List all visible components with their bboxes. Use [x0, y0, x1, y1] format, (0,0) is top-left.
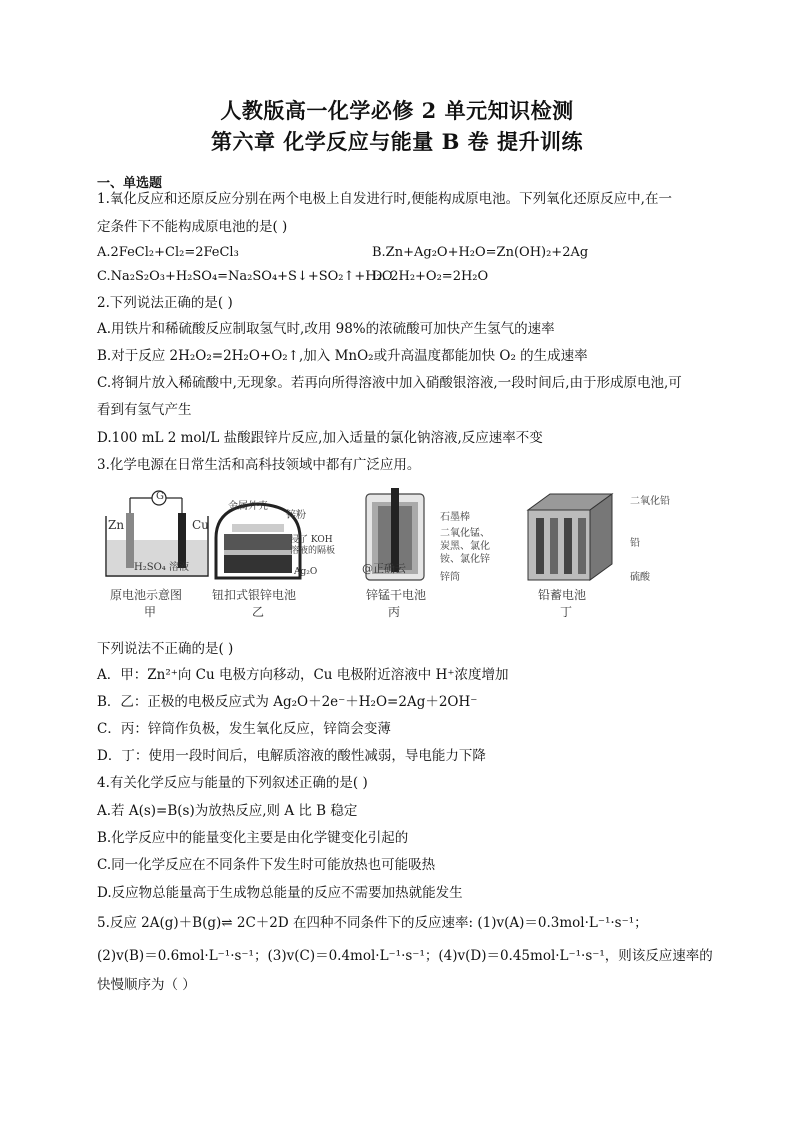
q3-option-b: B．乙：正极的电极反应式为 Ag₂O＋2e⁻＋H₂O=2Ag＋2OH⁻ [97, 694, 478, 710]
q4-option-c: C.同一化学反应在不同条件下发生时可能放热也可能吸热 [97, 857, 436, 873]
q4-option-d: D.反应物总能量高于生成物总能量的反应不需要加热就能发生 [97, 885, 463, 901]
figure-jia [100, 488, 220, 618]
galvanic-cell-diagram [100, 488, 220, 588]
q1-option-d: D. 2H₂+O₂=2H₂O [372, 269, 489, 284]
battery-figures [100, 488, 700, 628]
paste-label-3: 铵、氯化锌 [440, 554, 490, 565]
galvanometer-label: G [156, 491, 164, 502]
watermark: @正确云 [362, 562, 406, 575]
sulfuric-acid-label: 硫酸 [630, 572, 650, 583]
figure-bing-letter: 丙 [388, 605, 401, 619]
document-subtitle: 第六章 化学反应与能量 B 卷 提升训练 [211, 129, 583, 154]
q3-option-a: A．甲：Zn²⁺向 Cu 电极方向移动，Cu 电极附近溶液中 H⁺浓度增加 [97, 667, 509, 683]
q3-stem: 3.化学电源在日常生活和高科技领域中都有广泛应用。 [97, 457, 421, 473]
paste-label-2: 炭黑、氯化 [440, 541, 490, 552]
q2-option-c-line1: C.将铜片放入稀硫酸中,无现象。若再向所得溶液中加入硝酸银溶液,一段时间后,由于形成原电池,可 [97, 375, 682, 391]
section-heading: 一、单选题 [97, 176, 163, 191]
figure-ding [520, 488, 690, 618]
q1-option-b: B.Zn+Ag₂O+H₂O=Zn(OH)₂+2Ag [372, 245, 589, 260]
ag2o-label: Ag₂O [294, 567, 318, 577]
cu-electrode-label: Cu [192, 518, 209, 532]
figure-bing-caption: 锌锰干电池 [366, 588, 427, 602]
lead-acid-battery-diagram [520, 488, 620, 588]
separator-label-2: 溶液的隔板 [290, 546, 336, 556]
document-title: 人教版高一化学必修 2 单元知识检测 [220, 98, 574, 123]
pbo2-label: 二氧化铅 [630, 496, 670, 507]
q2-option-a: A.用铁片和稀硫酸反应制取氢气时,改用 98%的浓硫酸可加快产生氢气的速率 [97, 321, 555, 337]
figure-jia-letter: 甲 [144, 605, 157, 619]
figure-yi-caption: 钮扣式银锌电池 [212, 588, 297, 602]
separator-label-1: 浸了 KOH [290, 535, 333, 545]
q4-stem: 4.有关化学反应与能量的下列叙述正确的是( ) [97, 775, 368, 791]
zn-electrode-label: Zn [108, 518, 125, 532]
q2-stem: 2.下列说法正确的是( ) [97, 295, 233, 311]
figure-bing [360, 488, 500, 618]
lead-label: 铅 [630, 538, 640, 549]
metal-shell-label: 金属外壳 [228, 501, 268, 512]
q3-question: 下列说法不正确的是( ) [97, 641, 234, 657]
q3-option-d: D．丁：使用一段时间后，电解质溶液的酸性减弱，导电能力下降 [97, 748, 486, 764]
figure-yi [208, 488, 338, 618]
q5-line3: 快慢顺序为（ ） [97, 977, 196, 993]
figure-ding-caption: 铅蓄电池 [538, 588, 587, 602]
q1-stem-line2: 定条件下不能构成原电池的是( ) [97, 219, 288, 235]
q1-option-a: A.2FeCl₂+Cl₂=2FeCl₃ [97, 245, 239, 260]
electrolyte-label: H₂SO₄ 溶液 [134, 562, 189, 573]
figure-yi-letter: 乙 [252, 605, 265, 619]
q4-option-a: A.若 A(s)=B(s)为放热反应,则 A 比 B 稳定 [97, 803, 358, 819]
q2-option-c-line2: 看到有氢气产生 [97, 402, 192, 418]
graphite-rod-label: 石墨棒 [440, 512, 470, 523]
q1-stem-line1: 1.氧化反应和还原反应分别在两个电极上自发进行时,便能构成原电池。下列氧化还原反应中,在一 [97, 191, 672, 207]
q4-option-b: B.化学反应中的能量变化主要是由化学键变化引起的 [97, 830, 409, 846]
q5-line1: 5.反应 2A(g)＋B(g)⇌ 2C＋2D 在四种不同条件下的反应速率: (1)v(A)＝0.3mol·L⁻¹·s⁻¹； [97, 915, 648, 931]
q2-option-b: B.对于反应 2H₂O₂=2H₂O+O₂↑,加入 MnO₂或升高温度都能加快 O₂ 的生成速率 [97, 348, 588, 364]
paste-label-1: 二氧化锰、 [440, 528, 490, 539]
zinc-powder-label: 锌粉 [286, 510, 306, 521]
q3-option-c: C．丙：锌筒作负极，发生氧化反应，锌筒会变薄 [97, 721, 391, 737]
figure-jia-caption: 原电池示意图 [110, 588, 183, 602]
q1-option-c: C.Na₂S₂O₃+H₂SO₄=Na₂SO₄+S↓+SO₂↑+H₂O [97, 269, 393, 284]
q2-option-d: D.100 mL 2 mol/L 盐酸跟锌片反应,加入适量的氯化钠溶液,反应速率不变 [97, 430, 543, 446]
zinc-can-label: 锌筒 [440, 572, 460, 583]
q5-line2: (2)v(B)＝0.6mol·L⁻¹·s⁻¹；(3)v(C)＝0.4mol·L⁻¹·s⁻¹；(4)v(D)＝0.45mol·L⁻¹·s⁻¹，则该反应速率的 [97, 948, 713, 964]
figure-ding-letter: 丁 [560, 605, 573, 619]
